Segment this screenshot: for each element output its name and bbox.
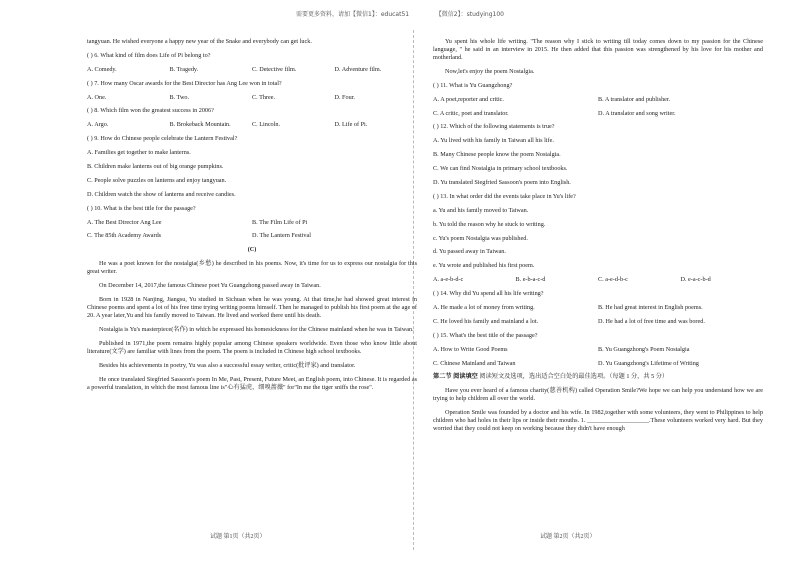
question-8: ( ) 8. Which film won the greatest success in 2006? — [87, 107, 214, 115]
option-d: D. He had a lot of free time and was bored. — [598, 317, 705, 325]
passage-paragraph: Yu spent his whole life writing. "The reason why I stick to writing till today comes down to my passion for the Chinese language, " he said in an interview in 2015. He then added that this passion was strengthened by his love for his mother and motherland. — [433, 38, 763, 61]
section-2-title: 第二节 阅读填空 — [433, 373, 478, 381]
question-9: ( ) 9. How do Chinese people celebrate the Lantern Festival? — [87, 135, 238, 143]
section-c-heading: (C) — [247, 246, 257, 254]
option-d: D. A translator and song writer. — [598, 109, 676, 117]
option-c: C. He loved his family and mainland a lot. — [433, 317, 539, 325]
option-d: D. Adventure film. — [334, 65, 382, 73]
option-a: A. The Best Director Ang Lee — [87, 218, 162, 226]
option-d: D. Yu translated Siegfried Sassoon's poem into English. — [433, 179, 571, 187]
section-2-instructions: 阅读短文及选项，选出适合空白处的最佳选项。（每题 1 分，共 5 分） — [477, 373, 669, 381]
left-column — [87, 38, 417, 397]
option-d: D. The Lantern Festival — [252, 232, 311, 240]
question-14-options-row2 — [433, 318, 763, 326]
section-2-heading — [433, 373, 763, 381]
option-c: C. The 85th Academy Awards — [87, 232, 162, 240]
passage-paragraph: Nostalgia is Yu's masterpiece(名作) in which he expressed his homesickness for the Chinese mainland when he was in Taiwan. — [99, 325, 414, 333]
page-footer-right: 试题 第2页（共2页） — [540, 534, 596, 540]
option-b: B. Two. — [169, 93, 190, 101]
option-c: C. We can find Nostalgia in primary school textbooks. — [433, 165, 568, 173]
question-10-options-row2 — [87, 232, 417, 240]
event-b: b. Yu told the reason why he stuck to writing. — [433, 220, 546, 228]
option-b: B. Children make lanterns out of big orange pumpkins. — [87, 163, 224, 171]
question-14: ( ) 14. Why did Yu spend all his life writing? — [433, 290, 544, 298]
question-15-options-row1 — [433, 346, 763, 354]
option-a: A. Comedy. — [87, 65, 117, 73]
question-15-options-row2 — [433, 360, 763, 368]
passage-paragraph: Born in 1928 in Nanjing, Jiangsu, Yu studied in Sichuan when he was young. At that time,he had showed great interest in Chinese poems and spent a lot of his free time trying writing poems himself. Then he managed to publish his first poem at the age of 20. A year later,Yu and his family moved to Taiwan. He lived and worked there until his death. — [87, 296, 417, 320]
question-6: ( ) 6. What kind of film does Life of Pi belong to? — [87, 51, 211, 59]
option-a: A. How to Write Good Poems — [433, 345, 508, 353]
question-7-options — [87, 94, 417, 102]
option-d: D. e-a-c-b-d — [680, 276, 711, 284]
question-11-options-row1 — [433, 96, 763, 104]
option-a: A. He made a lot of money from writing. — [433, 304, 535, 312]
option-c: C. Detective film. — [252, 65, 297, 73]
question-10: ( ) 10. What is the best title for the passage? — [87, 204, 196, 212]
option-b: B. Yu Guangzhong's Poem Nostalgia — [598, 345, 690, 353]
page-footer-left: 试题 第1页（共2页） — [210, 534, 266, 540]
question-12: ( ) 12. Which of the following statements is true? — [433, 123, 555, 131]
page-header: 需要更多资料，请加【微信1】：educat51 【微信2】：studying100 — [296, 11, 504, 18]
question-6-options — [87, 66, 417, 74]
passage-paragraph: Operation Smile was founded by a doctor and his wife. In 1982,together with some volunteers, they went to Philippines to help children who had holes in their lips or inside their mouths. 1. ____________________.These volunteers worked very hard. But they worried that they could not keep on working because they didn't have enough — [433, 409, 763, 433]
option-a: A. Argo. — [87, 121, 109, 129]
option-c: C. Three. — [252, 93, 276, 101]
passage-paragraph: Have you ever heard of a famous charity(慈善机构) called Operation Smile?We hope we can help you understand how we are trying to help children all over the world. — [433, 387, 763, 403]
question-13: ( ) 13. In what order did the events take place in Yu's life? — [433, 192, 576, 200]
passage-paragraph: He was a poet known for the nostalgia(乡愁) he described in his poems. Now, it's time for us to express our nostalgia for this great writer. — [87, 260, 417, 276]
option-b: B. Many Chinese people know the poem Nostalgia. — [433, 151, 561, 159]
option-d: D. Life of Pi. — [334, 121, 368, 129]
question-11-options-row2 — [433, 110, 763, 118]
option-c: C. People solve puzzles on lanterns and enjoy tangyuan. — [87, 176, 227, 184]
passage-paragraph: Now,let's enjoy the poem Nostalgia. — [445, 67, 535, 75]
question-11: ( ) 11. What is Yu Guangzhong? — [433, 81, 513, 89]
question-10-options-row1 — [87, 219, 417, 227]
event-a: a. Yu and his family moved to Taiwan. — [433, 206, 529, 214]
option-a: A. Yu lived with his family in Taiwan all his life. — [433, 137, 554, 145]
passage-paragraph: Besides his achievements in poetry, Yu was also a successful essay writer, critic(批评家) and translator. — [99, 361, 356, 369]
option-d: D. Children watch the show of lanterns and receive candies. — [87, 190, 236, 198]
option-a: A. Families get together to make lanterns. — [87, 149, 191, 157]
option-b: B. The Film Life of Pi — [252, 218, 308, 226]
option-b: B. e-b-a-c-d — [515, 276, 546, 284]
question-13-options — [433, 276, 763, 284]
option-b: B. He had great interest in English poems. — [598, 304, 703, 312]
right-column — [433, 38, 763, 439]
passage-paragraph: Published in 1971,the poem remains highly popular among Chinese speakers worldwide. Even those who know little about literature(文学) are familiar with lines from the poem. The poem is included in Chinese high school textbooks. — [87, 339, 417, 355]
question-8-options — [87, 121, 417, 129]
option-c: C. a-e-d-b-c — [598, 276, 628, 284]
question-15: ( ) 15. What's the best title of the passage? — [433, 331, 538, 339]
passage-paragraph: On December 14, 2017,the famous Chinese poet Yu Guangzhong passed away in Taiwan. — [99, 282, 321, 290]
option-c: C. Chinese Mainland and Taiwan — [433, 359, 516, 367]
event-c: c. Yu's poem Nostalgia was published. — [433, 234, 528, 242]
passage-line: tangyuan. He wished everyone a happy new year of the Snake and everybody can get luck. — [87, 38, 312, 45]
option-a: A. One. — [87, 93, 107, 101]
option-c: C. Lincoln. — [252, 121, 281, 129]
option-b: B. A translator and publisher. — [598, 95, 671, 103]
passage-paragraph: He once translated Siegfried Sassoon's poem In Me, Past, Present, Future Meet, an English poem, into Chinese. It is regarded as a powerful translation, in which the most famous line is"心有猛虎，细嗅蔷薇" for"In me the tiger sniffs the rose". — [87, 375, 417, 391]
option-c: C. A critic, poet and translator. — [433, 109, 509, 117]
question-14-options-row1 — [433, 304, 763, 312]
question-7: ( ) 7. How many Oscar awards for the Best Director has Ang Lee won in total? — [87, 79, 282, 87]
option-b: B. Tragedy. — [169, 65, 199, 73]
event-d: d. Yu passed away in Taiwan. — [433, 248, 506, 256]
event-e: e. Yu wrote and published his first poem. — [433, 262, 535, 270]
option-d: D. Yu Guangzhong's Lifetime of Writing — [598, 359, 699, 367]
option-b: B. Brokeback Mountain. — [169, 121, 231, 129]
option-a: A. A poet,reporter and critic. — [433, 95, 504, 103]
option-d: D. Four. — [334, 93, 355, 101]
option-a: A. a-e-b-d-c — [433, 276, 464, 284]
